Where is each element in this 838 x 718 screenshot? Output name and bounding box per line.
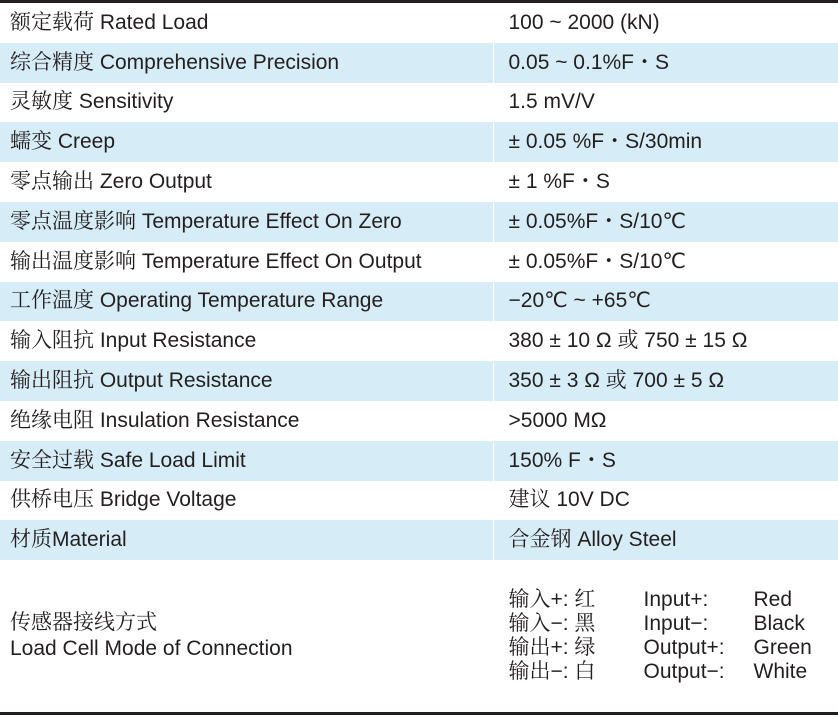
wire-en: Input+: [643, 587, 709, 611]
wire-color: Red [753, 587, 793, 611]
wire-en: Output−: [643, 659, 725, 683]
connection-label [0, 560, 493, 711]
spec-value: −20℃ ~ +65℃ [493, 282, 838, 322]
spec-value: 合金钢 Alloy Steel [493, 520, 838, 560]
spec-label: 输入阻抗 Input Resistance [10, 329, 257, 353]
connection-label-cn: 传感器接线方式 [10, 610, 157, 634]
spec-value: ± 0.05%F・S/10℃ [493, 242, 838, 282]
spec-label: 供桥电压 Bridge Voltage [10, 488, 237, 512]
spec-row-input-resistance [0, 321, 838, 361]
wire-color: White [753, 659, 808, 683]
spec-value: ± 0.05%F・S/10℃ [493, 202, 838, 242]
spec-label: 材质Material [10, 528, 127, 552]
spec-value: ± 1 %F・S [493, 162, 838, 202]
spec-label: 工作温度 Operating Temperature Range [10, 289, 384, 313]
spec-value: 350 ± 3 Ω 或 700 ± 5 Ω [493, 361, 838, 401]
spec-label: 零点输出 Zero Output [10, 170, 212, 194]
spec-label: 安全过载 Safe Load Limit [10, 448, 246, 472]
spec-value: 380 ± 10 Ω 或 750 ± 15 Ω [493, 321, 838, 361]
spec-row-zero-output [0, 162, 838, 202]
spec-row-safe-load [0, 441, 838, 481]
wire-cn: 输出+: 绿 [508, 635, 596, 659]
spec-row-connection [0, 560, 838, 711]
spec-label: 输出阻抗 Output Resistance [10, 369, 273, 393]
wire-cn: 输入+: 红 [508, 587, 596, 611]
spec-label: 综合精度 Comprehensive Precision [10, 50, 340, 74]
wire-color: Black [753, 611, 805, 635]
spec-value: 0.05 ~ 0.1%F・S [493, 43, 838, 83]
wire-cn: 输入−: 黑 [508, 611, 596, 635]
wire-cn: 输出−: 白 [508, 659, 596, 683]
spec-row-operating-temp [0, 282, 838, 322]
spec-table [0, 3, 838, 711]
wire-color: Green [753, 635, 812, 659]
spec-row-temp-effect-output [0, 242, 838, 282]
spec-value: >5000 MΩ [493, 401, 838, 441]
spec-row-insulation [0, 401, 838, 441]
spec-row-creep [0, 122, 838, 162]
wire-en: Output+: [643, 635, 725, 659]
spec-label: 输出温度影响 Temperature Effect On Output [10, 249, 422, 273]
spec-label: 绝缘电阻 Insulation Resistance [10, 408, 300, 432]
spec-value: 150% F・S [493, 441, 838, 481]
spec-label: 蠕变 Creep [10, 130, 116, 154]
spec-value: 建议 10V DC [493, 481, 838, 521]
spec-row-temp-effect-zero [0, 202, 838, 242]
spec-table-body [0, 3, 838, 711]
connection-label-en: Load Cell Mode of Connection [10, 636, 293, 660]
wire-en: Input−: [643, 611, 709, 635]
spec-value: 100 ~ 2000 (kN) [493, 3, 838, 43]
spec-row-material [0, 520, 838, 560]
spec-value: 1.5 mV/V [493, 83, 838, 123]
spec-row-rated-load [0, 3, 838, 43]
spec-label: 灵敏度 Sensitivity [10, 90, 174, 114]
spec-label: 零点温度影响 Temperature Effect On Zero [10, 209, 402, 233]
spec-label: 额定载荷 Rated Load [10, 10, 209, 34]
spec-row-bridge-voltage [0, 481, 838, 521]
spec-value: ± 0.05 %F・S/30min [493, 122, 838, 162]
spec-row-precision [0, 43, 838, 83]
table-bottom-rule [0, 712, 838, 715]
spec-row-output-resistance [0, 361, 838, 401]
connection-value [493, 560, 838, 711]
spec-row-sensitivity [0, 83, 838, 123]
wire-color-grid [509, 588, 838, 684]
